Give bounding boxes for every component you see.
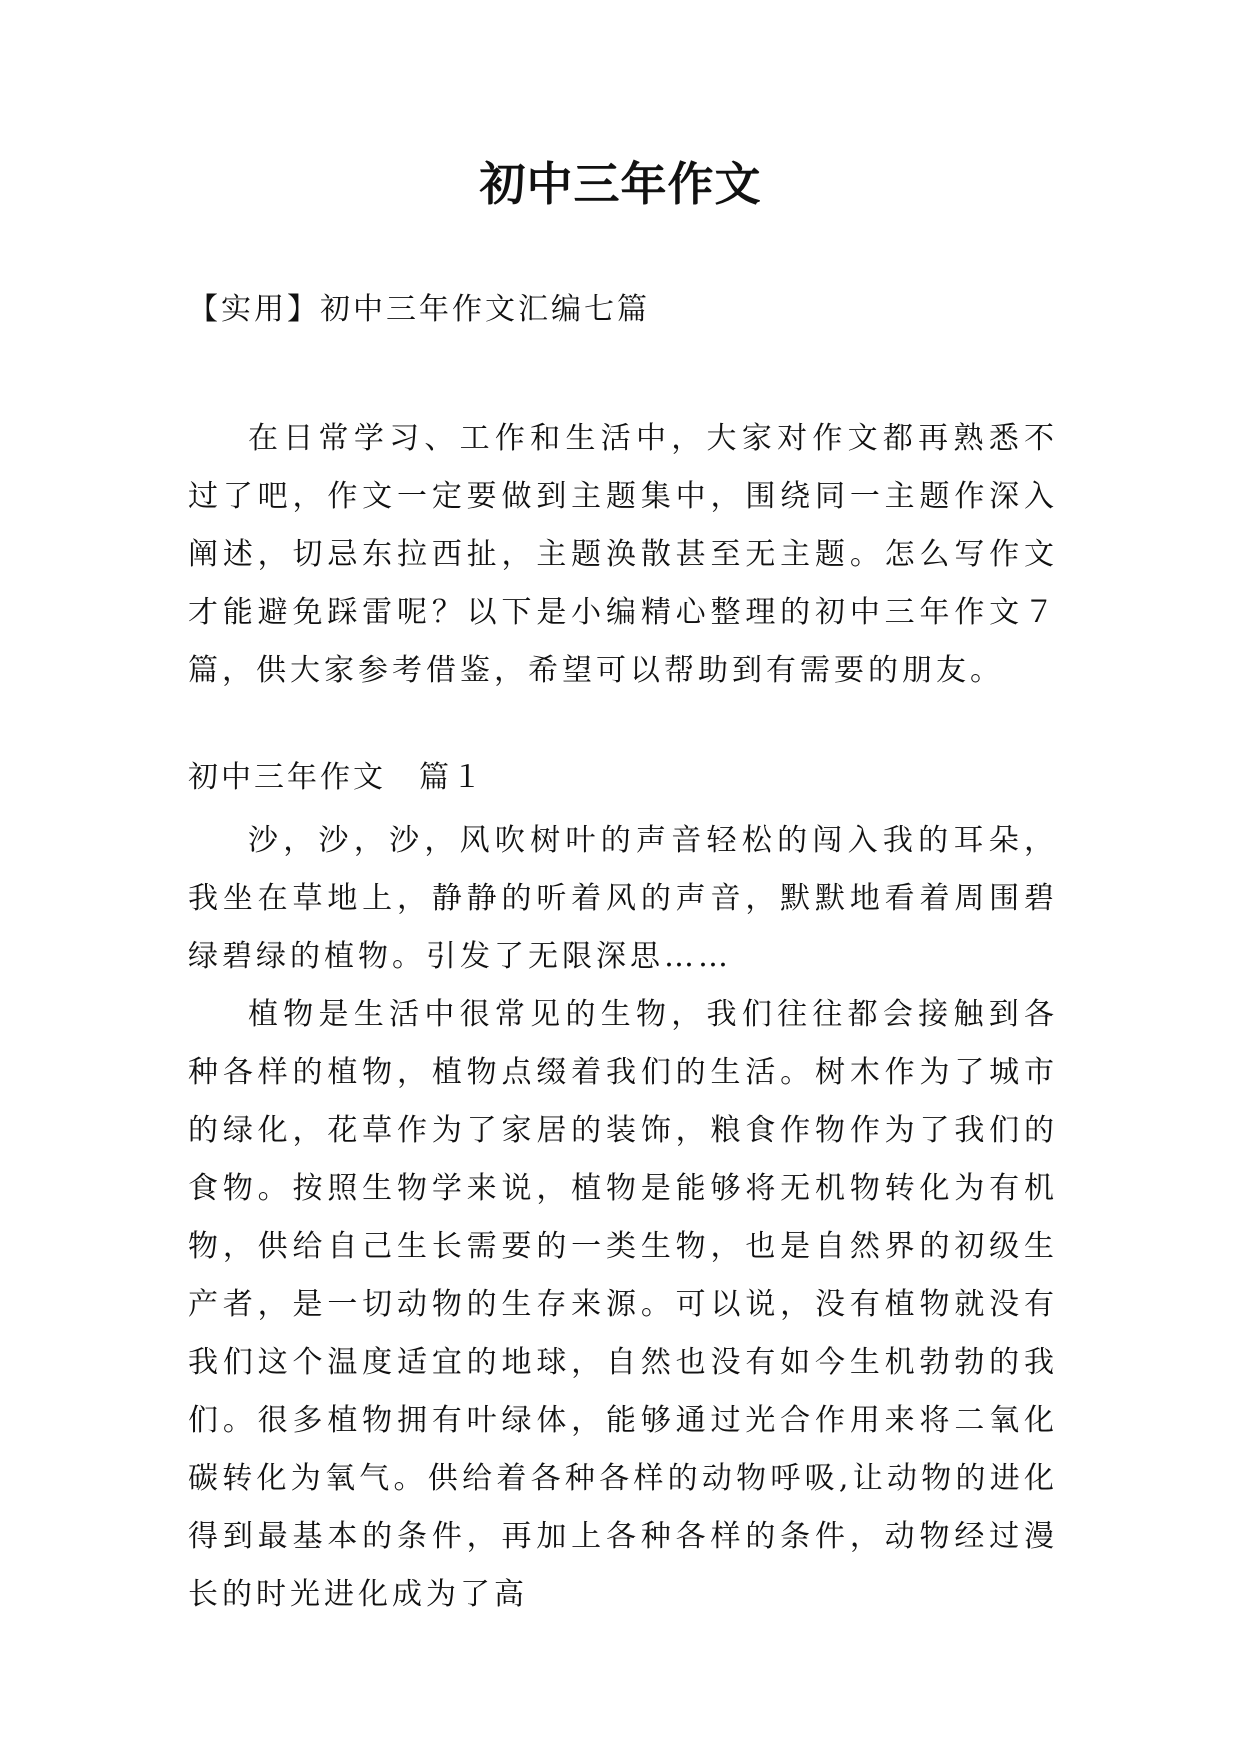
intro-block [188, 410, 1058, 700]
section-heading: 初中三年作文 篇１ [188, 760, 485, 795]
document-subtitle: 【实用】初中三年作文汇编七篇 [188, 292, 650, 327]
body-paragraph: 沙，沙，沙，风吹树叶的声音轻松的闯入我的耳朵，我坐在草地上，静静的听着风的声音，默默地看着周围碧绿碧绿的植物。引发了无限深思…… [188, 823, 1058, 974]
body-paragraph: 植物是生活中很常见的生物，我们往往都会接触到各种各样的植物，植物点缀着我们的生活。树木作为了城市的绿化，花草作为了家居的装饰，粮食作物作为了我们的食物。按照生物学来说，植物是能够将无机物转化为有机物，供给自己生长需要的一类生物，也是自然界的初级生产者，是一切动物的生存来源。可以说，没有植物就没有我们这个温度适宜的地球，自然也没有如今生机勃勃的我们。很多植物拥有叶绿体，能够通过光合作用来将二氧化碳转化为氧气。供给着各种各样的动物呼吸,让动物的进化得到最基本的条件，再加上各种各样的条件，动物经过漫长的时光进化成为了高 [188, 997, 1058, 1612]
document-title: 初中三年作文 [479, 157, 762, 211]
section-body [188, 812, 1058, 1624]
intro-paragraph: 在日常学习、工作和生活中，大家对作文都再熟悉不过了吧，作文一定要做到主题集中，围绕同一主题作深入阐述，切忌东拉西扯，主题涣散甚至无主题。怎么写作文才能避免踩雷呢？以下是小编精心整理的初中三年作文７篇，供大家参考借鉴，希望可以帮助到有需要的朋友。 [188, 421, 1058, 688]
